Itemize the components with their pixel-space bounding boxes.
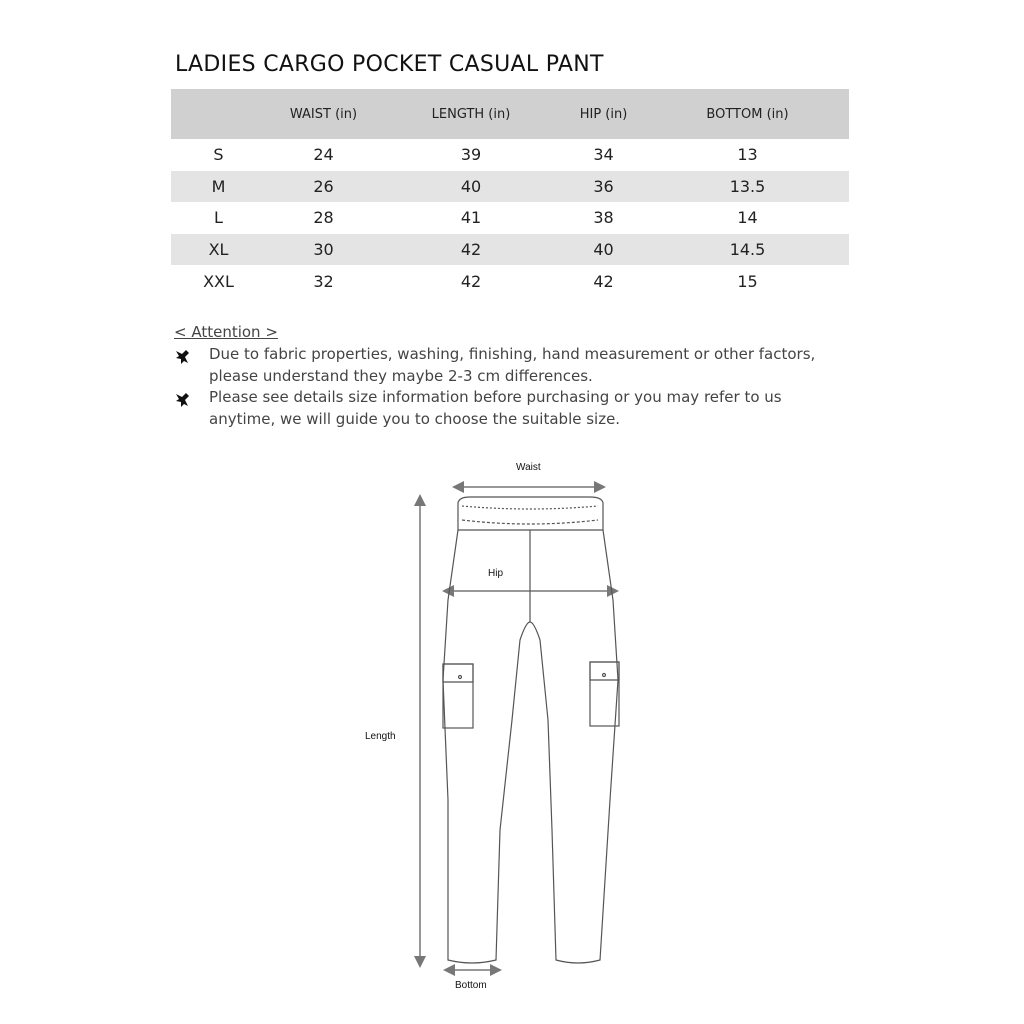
header-bottom: BOTTOM (in) — [646, 89, 849, 139]
hip-cell: 36 — [561, 171, 646, 203]
length-cell: 40 — [381, 171, 561, 203]
header-waist: WAIST (in) — [266, 89, 381, 139]
attention-note: Please see details size information before purchasing or you may refer to us anytime, we will guide you to choose the suitable size. — [209, 388, 782, 428]
length-cell: 41 — [460, 208, 482, 228]
size-cell: S — [213, 145, 224, 165]
bottom-cell: 13.5 — [646, 171, 849, 203]
page-title: LADIES CARGO POCKET CASUAL PANT — [175, 52, 604, 77]
size-cell: XL — [171, 234, 266, 266]
waist-cell: 32 — [313, 271, 334, 291]
length-cell: 42 — [460, 271, 482, 291]
waist-cell: 28 — [313, 208, 334, 228]
bottom-cell: 15 — [737, 271, 758, 291]
hip-label: Hip — [488, 568, 504, 579]
size-cell: XXL — [203, 271, 234, 291]
waist-cell: 30 — [266, 234, 381, 266]
header-hip: HIP (in) — [561, 89, 646, 139]
attention-note: Due to fabric properties, washing, finishing, hand measurement or other factors, please understand they maybe 2-3 cm differences. — [209, 345, 816, 385]
size-cell: M — [171, 171, 266, 203]
hip-cell: 38 — [593, 208, 614, 228]
length-cell: 42 — [381, 234, 561, 266]
hip-cell: 40 — [561, 234, 646, 266]
attention-heading: < Attention > — [174, 323, 278, 341]
pants-outline — [443, 497, 619, 963]
bottom-cell: 14 — [737, 208, 758, 228]
waist-label: Waist — [516, 462, 541, 473]
waist-cell: 26 — [266, 171, 381, 203]
waist-cell: 24 — [313, 145, 334, 165]
hip-cell: 34 — [593, 145, 614, 165]
bottom-cell: 13 — [737, 145, 758, 165]
size-cell: L — [214, 208, 223, 228]
bottom-label: Bottom — [455, 980, 487, 991]
bottom-cell: 14.5 — [646, 234, 849, 266]
length-cell: 39 — [460, 145, 482, 165]
hip-cell: 42 — [593, 271, 614, 291]
length-label: Length — [365, 731, 396, 742]
header-length: LENGTH (in) — [381, 89, 561, 139]
